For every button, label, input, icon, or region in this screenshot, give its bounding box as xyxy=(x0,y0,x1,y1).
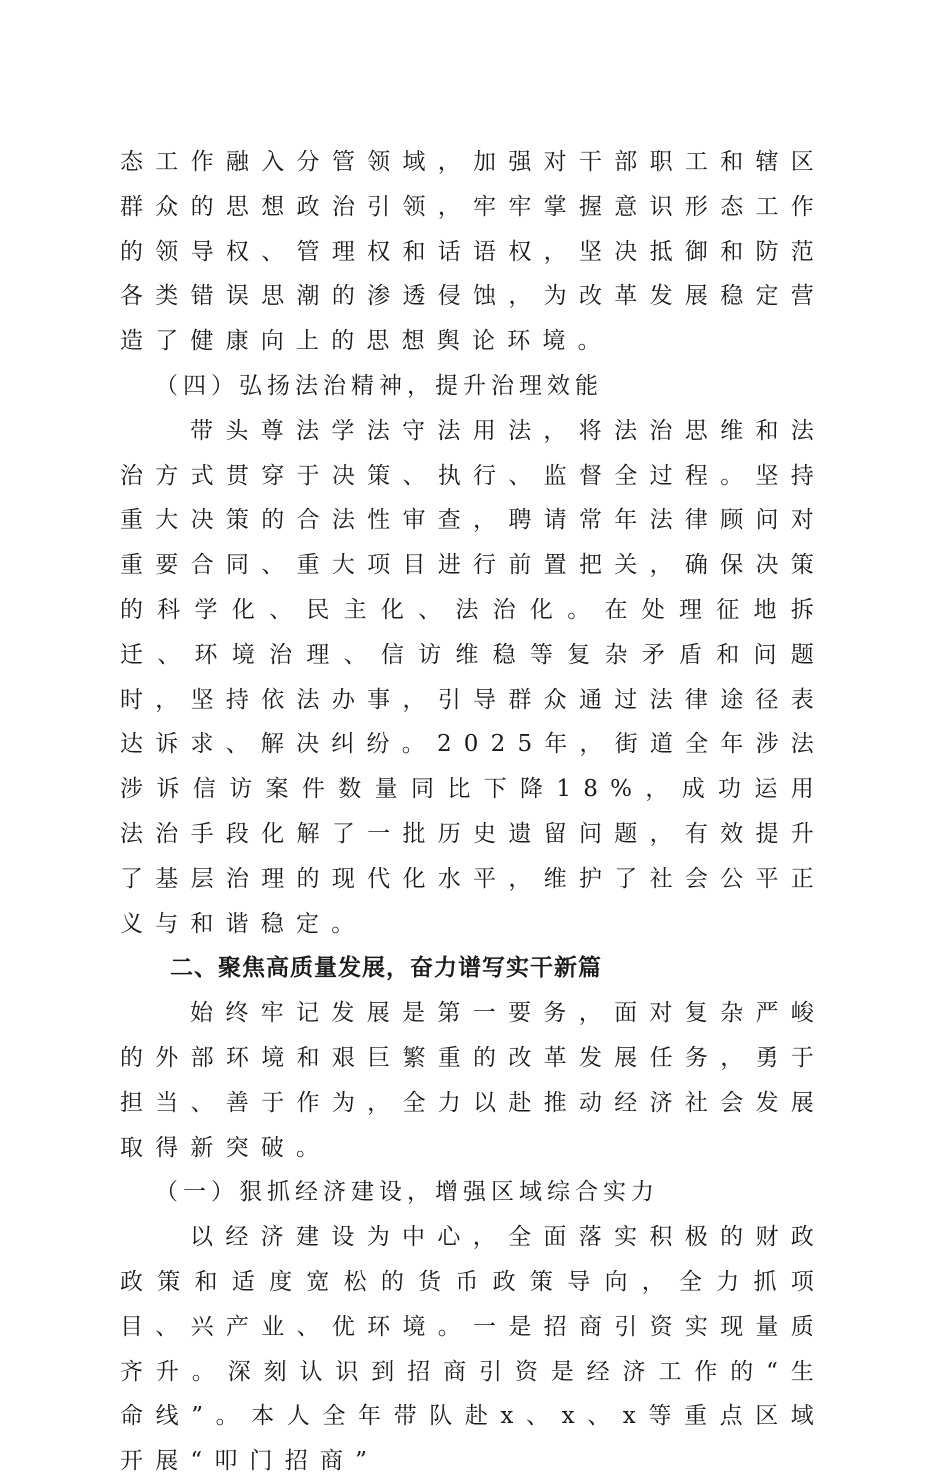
body-paragraph-economic-construction: 以经济建设为中心，全面落实积极的财政政策和适度宽松的货币政策导向，全力抓项目、兴产业、优环境。一是招商引资实现量质齐升。深刻认识到招商引资是经济工作的“生命线”。本人全年带队赴x、x、x等重点区域开展“叩门招商” xyxy=(120,1224,826,1475)
document-page xyxy=(120,140,826,1484)
body-paragraph-rule-of-law: 带头尊法学法守法用法，将法治思维和法治方式贯穿于决策、执行、监督全过程。坚持重大决策的合法性审查，聘请常年法律顾问对重要合同、重大项目进行前置把关，确保决策的科学化、民主化、法治化。在处理征地拆迁、环境治理、信访维稳等复杂矛盾和问题时，坚持依法办事，引导群众通过法律途径表达诉求、解决纠纷。2025年，街道全年涉法涉诉信访案件数量同比下降18%，成功运用法治手段化解了一批历史遗留问题，有效提升了基层治理的现代化水平，维护了社会公平正义与和谐稳定。 xyxy=(120,417,826,937)
sub-heading-rule-of-law: （四）弘扬法治精神，提升治理效能 xyxy=(155,372,603,399)
body-paragraph-ideology: 态工作融入分管领域，加强对干部职工和辖区群众的思想政治引领，牢牢掌握意识形态工作的领导权、管理权和话语权，坚决抵御和防范各类错误思潮的渗透侵蚀，为改革发展稳定营造了健康向上的思想舆论环境。 xyxy=(120,149,826,355)
section-heading-high-quality-development: 二、聚焦高质量发展，奋力谱写实干新篇 xyxy=(170,955,602,982)
sub-heading-economic-construction: （一）狠抓经济建设，增强区域综合实力 xyxy=(155,1179,659,1206)
body-paragraph-development-intro: 始终牢记发展是第一要务，面对复杂严峻的外部环境和艰巨繁重的改革发展任务，勇于担当、善于作为，全力以赴推动经济社会发展取得新突破。 xyxy=(120,1000,826,1161)
